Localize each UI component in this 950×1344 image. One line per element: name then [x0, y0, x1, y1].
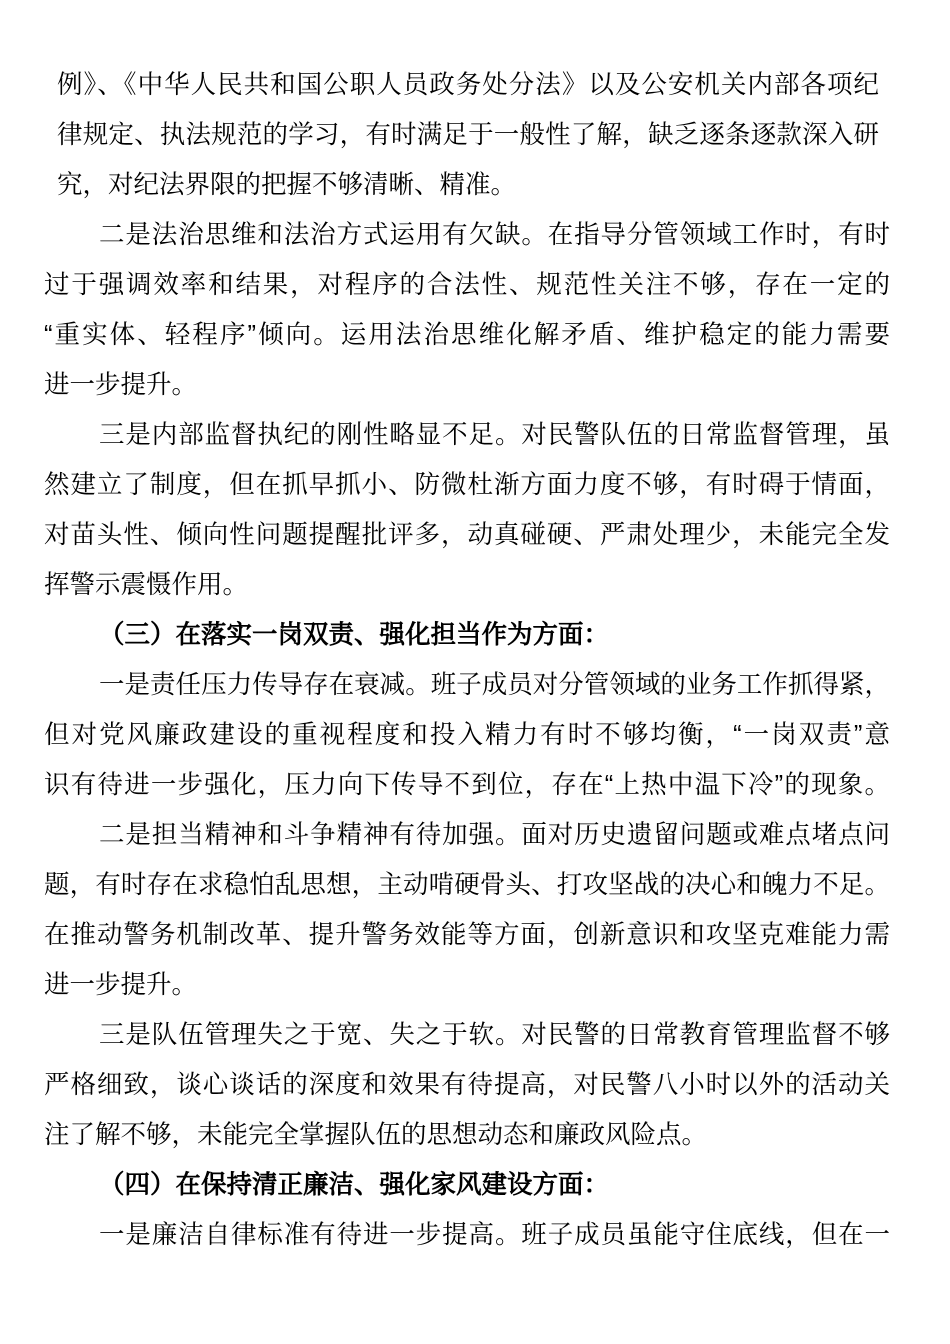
- text-line: 但对党风廉政建设的重视程度和投入精力有时不够均衡，“一岗双责”意: [44, 721, 890, 749]
- text-line: 三是队伍管理失之于宽、失之于软。对民警的日常教育管理监督不够: [99, 1021, 890, 1049]
- paragraph: [44, 1210, 890, 1260]
- paragraph: [44, 1010, 890, 1160]
- paragraph: [44, 210, 890, 410]
- text-line: 二是法治思维和法治方式运用有欠缺。在指导分管领域工作时，有时: [99, 221, 890, 249]
- paragraph: [44, 810, 890, 1010]
- text-line: 究，对纪法界限的把握不够清晰、精准。: [57, 171, 517, 199]
- text-line: 进一步提升。: [44, 971, 198, 999]
- text-line: “重实体、轻程序”倾向。运用法治思维化解矛盾、维护稳定的能力需要: [44, 321, 890, 349]
- text-line: 一是廉洁自律标准有待进一步提高。班子成员虽能守住底线，但在一: [99, 1221, 890, 1249]
- text-line: 严格细致，谈心谈话的深度和效果有待提高，对民警八小时以外的活动关: [44, 1071, 890, 1099]
- text-line: 一是责任压力传导存在衰减。班子成员对分管领域的业务工作抓得紧，: [99, 671, 890, 699]
- section-heading: [44, 1160, 890, 1210]
- paragraph: [44, 410, 890, 610]
- text-line: 对苗头性、倾向性问题提醒批评多，动真碰硬、严肃处理少，未能完全发: [44, 521, 890, 549]
- text-line: 在推动警务机制改革、提升警务效能等方面，创新意识和攻坚克难能力需: [44, 921, 890, 949]
- heading-line: （四）在保持清正廉洁、强化家风建设方面：: [99, 1171, 610, 1199]
- text-line: 律规定、执法规范的学习，有时满足于一般性了解，缺乏逐条逐款深入研: [57, 121, 879, 149]
- text-line: 进一步提升。: [44, 371, 198, 399]
- text-line: 挥警示震慑作用。: [44, 571, 249, 599]
- document-content: [44, 60, 890, 1260]
- heading-line: （三）在落实一岗双责、强化担当作为方面：: [99, 621, 610, 649]
- text-line: 题，有时存在求稳怕乱思想，主动啃硬骨头、打攻坚战的决心和魄力不足。: [44, 871, 890, 899]
- text-line: 注了解不够，未能完全掌握队伍的思想动态和廉政风险点。: [44, 1121, 708, 1149]
- text-line: 过于强调效率和结果，对程序的合法性、规范性关注不够，存在一定的: [44, 271, 890, 299]
- text-line: 然建立了制度，但在抓早抓小、防微杜渐方面力度不够，有时碍于情面，: [44, 471, 890, 499]
- paragraph: [57, 60, 879, 210]
- paragraph: [44, 660, 890, 810]
- section-heading: [44, 610, 890, 660]
- text-line: 三是内部监督执纪的刚性略显不足。对民警队伍的日常监督管理，虽: [99, 421, 890, 449]
- text-line: 二是担当精神和斗争精神有待加强。面对历史遗留问题或难点堵点问: [99, 821, 890, 849]
- text-line: 例》、《中华人民共和国公职人员政务处分法》以及公安机关内部各项纪: [57, 71, 879, 99]
- text-line: 识有待进一步强化，压力向下传导不到位，存在“上热中温下冷”的现象。: [44, 771, 890, 799]
